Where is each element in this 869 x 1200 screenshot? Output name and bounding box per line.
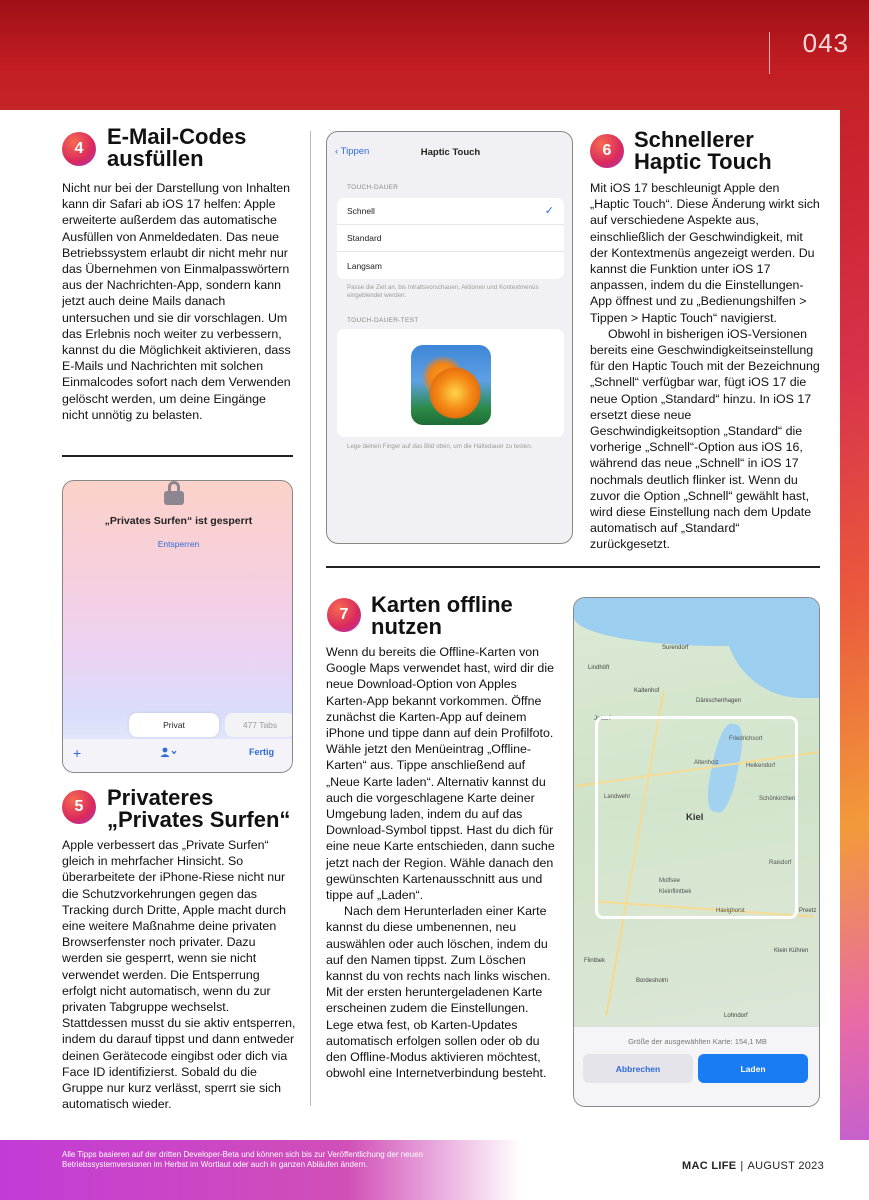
tip6-body: Mit iOS 17 beschleunigt Apple den „Haptic Touch“. Diese Änderung wirkt sich auf verschiedene Aspekte aus, einschließlich der Geschwindigkeit, mit der Kontextmenüs angezeigt werden. Du kannst die Funktion unter iOS 17 anpassen, indem du die Einstellungen-App öffnest und zu „Bedienungshilfen > Tippen > Haptic Touch“ navigierst. Obwohl in bisherigen iOS-Versionen bereits eine Geschwindigkeitseinstellung für den Haptic Touch mit der Bezeichnung „Schnell“ verfügbar war, fügt iOS 17 die neue Option „Standard“ hinzu. In iOS 17 ersetzt diese neue Geschwindigkeitsoption „Standard“ die vorherige „Schnell“-Option aus iOS 16, während das neue „Schnell“ in iOS 17 nochmals deutlich flinker ist. Wenn du zuvor die Option „Schnell“ gewählt hast, wird diese Einstellung nach dem Update automatisch auf „Standard“ zurückgesetzt. (590, 181, 820, 552)
tip-number-badge: 5 (62, 790, 96, 824)
map-place: Kleinflintbek (659, 889, 692, 895)
cancel-button[interactable]: Abbrechen (583, 1054, 693, 1083)
tip4-headline: E-Mail-Codes ausfüllen (107, 124, 247, 171)
map-place: Kaltenhof (634, 688, 660, 694)
tip-number-badge: 7 (327, 598, 361, 632)
map-place: Lohndorf (724, 1013, 748, 1019)
map-place: Klein Kühren (774, 948, 809, 954)
tip-number-badge: 4 (62, 132, 96, 166)
tip7-body: Wenn du bereits die Offline-Karten von Google Maps verwendet hast, wird dir die neue Download-Option von Apples Karten-App bekannt vorkommen. Öffne zunächst die Karten-App auf deinem iPhone und tippe dann auf dein Profilfoto. Wähle jetzt den Menüeintrag „Offline-Karten“ aus. Tippe anschließend auf „Neue Karte laden“. Alternativ kannst du auch die vorgeschlagene Karte deiner Umgebung laden, indem du auf das Download-Symbol tippst. Hast du dich für eine neue Karte entschieden, dann suche jetzt nach der Region. Wähle danach den gewünschten Kartenausschnitt aus und tippe auf „Laden“. Nach dem Herunterladen einer Karte kannst du diese umbenennen, neu auswählen oder auch löschen, indem du auf den Namen tippst. Zum Löschen kannst du von rechts nach links wischen. Mit der ersten heruntergeladenen Karte erscheinen zudem die Einstellungen. Lege etwa fest, ob Karten-Updates automatisch erfolgen sollen oder ob du den Offline-Modus aktivieren möchtest, obwohl eine Internetverbindung besteht. (326, 645, 555, 1081)
flower-image[interactable] (411, 345, 491, 425)
map-size-label: Größe der ausgewählten Karte: 154,1 MB (628, 1037, 767, 1046)
test-note: Lege deinen Finger auf das Bild oben, um die Haltedauer zu testen. (347, 443, 533, 450)
back-button[interactable]: ‹ Tippen (335, 146, 370, 157)
offline-maps-screenshot (573, 597, 820, 1107)
map-place: Schönkirchen (759, 796, 796, 802)
map-place: Dänischenhagen (696, 698, 742, 704)
issue-date: AUGUST 2023 (747, 1160, 824, 1172)
done-button[interactable]: Fertig (249, 747, 275, 757)
tip6-headline: Schnellerer Haptic Touch (634, 127, 772, 174)
screen-title: Haptic Touch (420, 147, 481, 158)
option-standard[interactable]: Standard (337, 225, 564, 252)
unlock-link[interactable]: Entsperren (157, 539, 200, 549)
bay-water (724, 598, 820, 698)
haptic-touch-screenshot (326, 131, 573, 544)
map-place: Preetz (799, 908, 817, 914)
section-rule (326, 566, 820, 568)
duration-options (337, 198, 564, 279)
map-place: Landwehr (604, 794, 631, 800)
option-fast[interactable]: Schnell ✓ (337, 198, 564, 225)
tab-private[interactable]: Privat (129, 713, 219, 737)
lock-icon (164, 489, 184, 505)
magazine-line (682, 1160, 824, 1172)
map-place: Altenholz (694, 760, 719, 766)
map-place: Molfsee (659, 878, 681, 884)
tip7-headline: Karten offline nutzen (371, 592, 513, 639)
map-place: Bordesholm (636, 978, 669, 984)
map-city-label: Kiel (686, 812, 704, 823)
magazine-name: MAC LIFE (682, 1160, 737, 1172)
tab-count[interactable]: 477 Tabs (225, 713, 293, 737)
map-place: Jettorf (594, 716, 611, 722)
footnote: Alle Tipps basieren auf der dritten Developer-Beta und können sich bis zur Veröffentlichung der neuen Betriebssystemversionen im Herbst im Wortlaut oder auch in ganzen Abläufen ändern. (62, 1150, 423, 1169)
map-place: Surendorf (662, 645, 689, 651)
section-rule (62, 455, 293, 457)
plus-icon[interactable]: + (73, 745, 82, 761)
map-place: Havighorst (716, 908, 745, 914)
load-button[interactable]: Laden (698, 1054, 808, 1083)
map-place: Heikendorf (746, 763, 776, 769)
section-header-test: TOUCH-DAUER-TEST (347, 317, 419, 324)
page-number-divider (769, 32, 770, 74)
separator: | (740, 1160, 744, 1172)
map-selection-frame[interactable] (595, 716, 798, 919)
map-place: Flintbek (584, 958, 606, 964)
option-slow[interactable]: Langsam (347, 260, 382, 271)
duration-note: Passe die Zeit an, bis Inhaltsvorschauen, Aktionen und Kontextmenüs eingeblendet werden. (347, 284, 539, 299)
column-divider (310, 131, 311, 1106)
page-number: 043 (802, 28, 849, 58)
private-browsing-screenshot (62, 480, 293, 773)
tip4-body: Nicht nur bei der Darstellung von Inhalten kann dir Safari ab iOS 17 helfen: Apple erweiterte außerdem das automatische Ausfüllen von Anmeldedaten. Das neue Betriebssystem erlaubt dir nicht mehr nur das Übernehmen von Einmalpasswörtern aus der Nachrichten-App, sondern kann jetzt auch deine Mails danach untersuchen und sie dir vorschlagen. Um das Erlebnis noch weiter zu verbessern, kannst du die Möglichkeit aktivieren, dass E-Mails und Nachrichten mit solchen Einmalcodes sofort nach dem Verwenden gelöscht werden, um deine Eingänge nicht unnötig zu belasten. (62, 181, 291, 422)
checkmark-icon: ✓ (544, 205, 554, 217)
person-icon[interactable] (160, 747, 178, 760)
section-header-duration: TOUCH-DAUER (347, 184, 399, 191)
tip-number-badge: 6 (590, 134, 624, 168)
map-place: Friedrichsort (729, 736, 763, 742)
top-banner (0, 0, 869, 110)
map-place: Lindhöft (588, 665, 610, 671)
map-place: Raisdorf (769, 860, 792, 866)
tip5-body: Apple verbessert das „Private Surfen“ gleich in mehrfacher Hinsicht. So überarbeitete der iPhone-Riese nicht nur die Schutzvorkehrungen gegen das Tracking durch Dritte, Apple macht durch eine weitere Maßnahme deine privaten Browserfenster noch privater. Dazu werden sie gesperrt, wenn sie nicht verwendet werden. Die Entsperrung erfolgt nicht automatisch, wenn du zur privaten Tabgruppe wechselst. Stattdessen musst du sie aktiv entsperren, indem du darauf tippst und dann entweder deinen Gerätecode eingibst oder dich via Face ID identifizierst. Sobald du die Gruppe nur kurz verlässt, sperrt sie sich automatisch wieder. (62, 838, 296, 1112)
tip5-headline: Privateres „Privates Surfen“ (107, 785, 291, 832)
locked-title: „Privates Surfen“ ist gesperrt (104, 515, 253, 527)
